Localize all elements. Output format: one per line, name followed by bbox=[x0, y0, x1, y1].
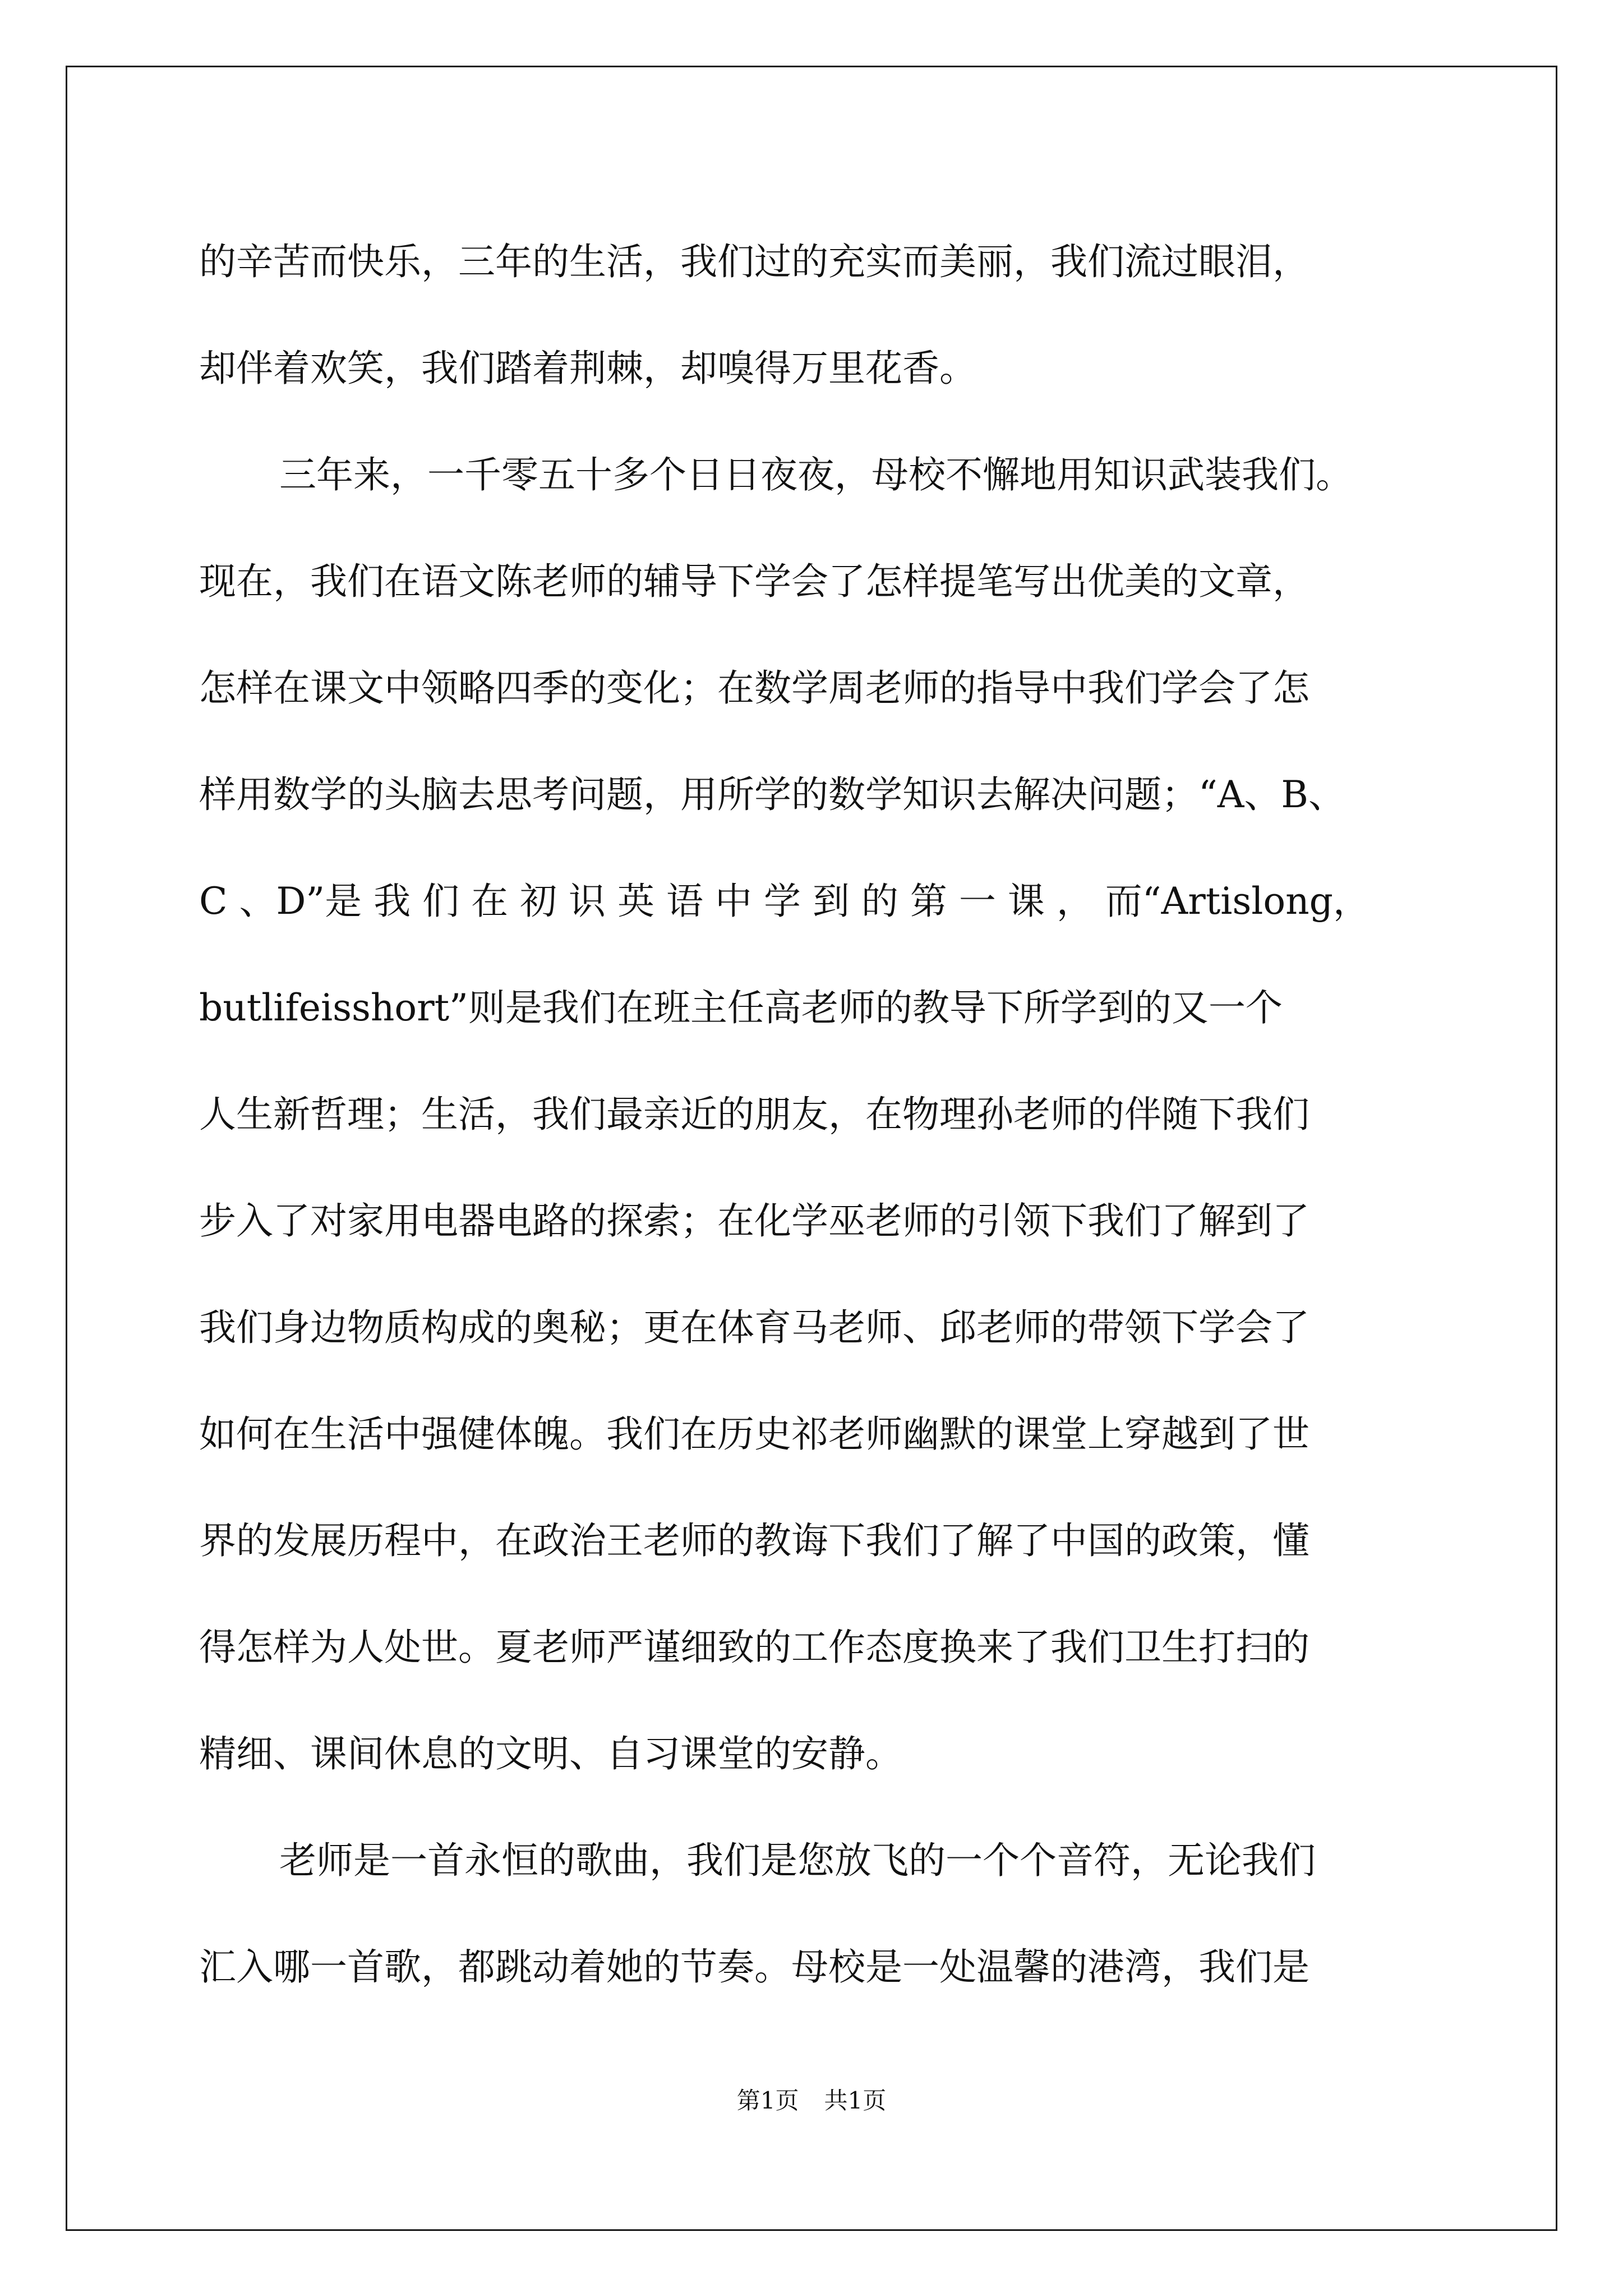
text-line: 步入了对家用电器电路的探索；在化学巫老师的引领下我们了解到了 bbox=[199, 1199, 1310, 1243]
paragraph-start-line: 三年来，一千零五十多个日日夜夜，母校不懈地用知识武装我们。 bbox=[279, 453, 1353, 496]
text-line: 界的发展历程中，在政治王老师的教诲下我们了解了中国的政策，懂 bbox=[199, 1519, 1310, 1562]
text-line: 精细、课间休息的文明、自习课堂的安静。 bbox=[199, 1732, 902, 1775]
text-line: 怎样在课文中领略四季的变化；在数学周老师的指导中我们学会了怎 bbox=[199, 666, 1310, 710]
text-line: butlifeisshort”则是我们在班主任高老师的教导下所学到的又一个 bbox=[199, 986, 1283, 1029]
document-body bbox=[199, 209, 1433, 2021]
text-line: 样用数学的头脑去思考问题，用所学的数学知识去解决问题；“A、B、 bbox=[199, 773, 1345, 816]
text-line: 人生新哲理；生活，我们最亲近的朋友，在物理孙老师的伴随下我们 bbox=[199, 1093, 1310, 1136]
text-line: 汇入哪一首歌，都跳动着她的节奏。母校是一处温馨的港湾，我们是 bbox=[199, 1945, 1310, 1989]
text-line: 如何在生活中强健体魄。我们在历史祁老师幽默的课堂上穿越到了世 bbox=[199, 1412, 1310, 1456]
page-footer bbox=[0, 2082, 1623, 2116]
paragraph-start-line: 老师是一首永恒的歌曲，我们是您放飞的一个个音符，无论我们 bbox=[279, 1839, 1316, 1882]
text-line: 现在，我们在语文陈老师的辅导下学会了怎样提笔写出优美的文章， bbox=[199, 560, 1310, 603]
text-line: C 、D”是 我 们 在 初 识 英 语 中 学 到 的 第 一 课 ， 而“Artislong， bbox=[199, 880, 1370, 923]
text-line: 却伴着欢笑，我们踏着荆棘，却嗅得万里花香。 bbox=[199, 347, 976, 390]
text-line: 我们身边物质构成的奥秘；更在体育马老师、邱老师的带领下学会了 bbox=[199, 1306, 1310, 1349]
page-number: 第1页 bbox=[736, 2087, 799, 2114]
page-total: 共1页 bbox=[824, 2087, 887, 2114]
text-line: 得怎样为人处世。夏老师严谨细致的工作态度换来了我们卫生打扫的 bbox=[199, 1626, 1310, 1669]
text-line: 的辛苦而快乐，三年的生活，我们过的充实而美丽，我们流过眼泪， bbox=[199, 240, 1310, 283]
